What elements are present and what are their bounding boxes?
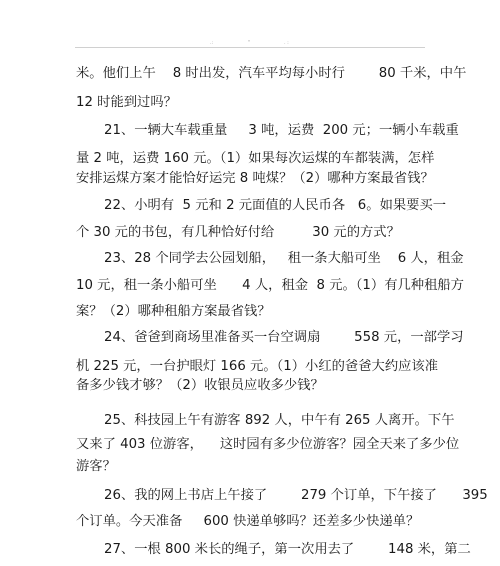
text-line: 24、爸爸到商场里准备买一台空调扇 558 元，一部学习 [104,330,464,345]
text-line: 备多少钱才够？（2）收银员应收多少钱？ [76,378,324,393]
text-line: 个 30 元的书包，有几种恰好付给 30 元的方式？ [76,225,400,240]
text-line: 个订单。今天准备 600 快递单够吗？还差多少快递单？ [76,514,420,529]
text-line: 机 225 元，一台护眼灯 166 元。（1）小红的爸爸大约应该准 [76,359,439,374]
text-line: 27、一根 800 米长的绳子，第一次用去了 148 米，第二 [104,542,471,557]
text-line: 10 元，租一条小船可坐 4 人，租金 8 元。（1）有几种租船方 [76,278,464,293]
header-mark: . : [284,40,289,46]
text-line: 12 时能到过吗？ [76,95,177,110]
text-line: 25、科技园上午有游客 892 人，中午有 265 人离开。下午 [104,413,455,428]
header-mark: " [248,40,251,46]
text-line: 22、小明有 5 元和 2 元面值的人民币各 6。如果要买一 [104,198,447,213]
text-line: 21、一辆大车载重量 3 吨，运费 200 元；一辆小车载重 [104,123,459,138]
text-line: 又来了 403 位游客， 这时园有多少位游客？园全天来了多少位 [76,437,460,452]
text-line: 26、我的网上书店上午接了 279 个订单，下午接了 395 [104,488,488,503]
text-line: 安排运煤方案才能恰好运完 8 吨煤？（2）哪种方案最省钱？ [76,171,434,186]
header-mark: .: [210,40,214,46]
text-line: 案？（2）哪种租船方案最省钱？ [76,304,271,319]
text-line: 23、28 个同学去公园划船， 租一条大船可坐 6 人，租金 [104,251,464,266]
text-line: 量 2 吨，运费 160 元。（1）如果每次运煤的车都装满，怎样 [76,151,435,166]
text-line: 米。他们上午 8 时出发，汽车平均每小时行 80 千米，中午 [76,66,467,81]
header-rule [75,47,425,48]
text-line: 游客？ [76,459,116,474]
